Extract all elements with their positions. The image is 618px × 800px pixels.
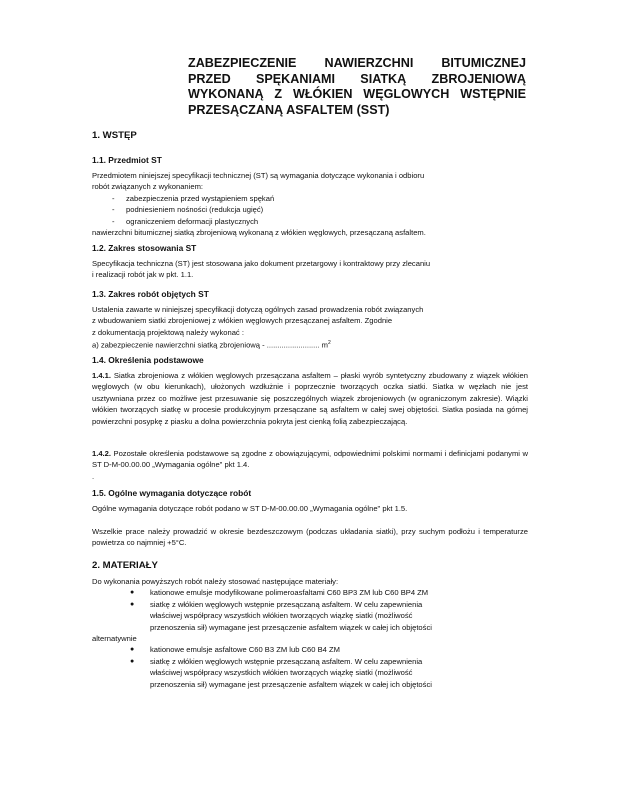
section-1-2-heading: 1.2. Zakres stosowania ST bbox=[92, 243, 197, 253]
paragraph-1-4-2-number: 1.4.2. bbox=[92, 449, 111, 458]
section-2-body bbox=[92, 576, 528, 690]
list-item: ● siatkę z włókien węglowych wstępnie przesączaną asfaltem. W celu zapewnienia właściwej współpracy wszystkich włókien tworzących wiązkę siatki (możliwość przenoszenia sił) wymagane jest przesączenie asfaltem wiązek w całej ich objętości bbox=[130, 656, 432, 689]
section-1-1-body bbox=[92, 170, 528, 238]
title-line-4: PRZESĄCZANĄ ASFALTEM (SST) bbox=[188, 102, 390, 117]
bullet-icon: ● bbox=[130, 657, 135, 665]
unit-superscript: 2 bbox=[327, 340, 331, 347]
section-1-1-intro-1: Przedmiotem niniejszej specyfikacji technicznej (ST) są wymagania dotyczące wykonania i odbioru bbox=[92, 171, 425, 180]
section-1-5-line-1: Ogólne wymagania dotyczące robót podano w ST D-M-00.00.00 „Wymagania ogólne" pkt 1.5. bbox=[92, 504, 408, 513]
title-line-1: ZABEZPIECZENIE NAWIERZCHNI BITUMICZNEJ bbox=[188, 56, 526, 70]
section-1-3-item-a: a) zabezpieczenie nawierzchni siatką zbrojeniową - ......................... m bbox=[92, 340, 328, 350]
title-line-3: WYKONANĄ Z WŁÓKIEN WĘGLOWYCH WSTĘPNIE bbox=[188, 87, 526, 101]
section-1-3-line-2: z wbudowaniem siatki zbrojeniowej z włókien węglowych przesączanej asfaltem. Zgodnie bbox=[92, 316, 393, 326]
bullet-icon: ● bbox=[130, 646, 135, 654]
stray-dot: . bbox=[92, 471, 95, 481]
section-1-3-line-4 bbox=[92, 338, 528, 351]
paragraph-1-4-1-text: Siatka zbrojeniowa z włókien węglowych przesączana asfaltem – płaski wyrób syntetyczny zbudowany z wiązek włókien węglowych (w obu kierunkach), ułożonych wzdłużnie i poprzecznie tworzących oczka siatki. Siatka w węzłach nie jest usztywniana przez co możliwe jest przesuwanie się poszczególnych wiązek zbrojeniowych (w ograniczonym zakresie). Wiązki włókien tworzących siatkę w procesie produkcyjnym przesączane są asfaltem w całej swej objętości. Siatka posiada na górnej powierzchni posypkę z piasku a dolna powierzchnia pokryta jest cienką folią zabezpieczającą. bbox=[92, 371, 528, 426]
bullet-icon: ● bbox=[130, 589, 135, 597]
document-title bbox=[188, 56, 526, 118]
section-1-3-line-3: z dokumentacją projektową należy wykonać : bbox=[92, 327, 244, 337]
section-2-heading: 2. MATERIAŁY bbox=[92, 560, 158, 571]
section-1-2-body bbox=[92, 258, 528, 281]
section-1-3-body bbox=[92, 304, 528, 351]
paragraph-1-4-1-number: 1.4.1. bbox=[92, 371, 111, 380]
section-1-5-paragraph-2: Wszelkie prace należy prowadzić w okresie bezdeszczowym (podczas układania siatki), przy suchym podłożu i temperaturze powietrza co najmniej +5°C. bbox=[92, 527, 528, 548]
section-1-heading: 1. WSTĘP bbox=[92, 130, 137, 141]
title-line-2: PRZED SPĘKANIAMI SIATKĄ ZBROJENIOWĄ bbox=[188, 71, 526, 86]
paragraph-1-4-1 bbox=[92, 370, 528, 427]
section-1-5-heading: 1.5. Ogólne wymagania dotyczące robót bbox=[92, 488, 252, 498]
list-item: ● siatkę z włókien węglowych wstępnie przesączaną asfaltem. W celu zapewnienia właściwej współpracy wszystkich włókien tworzących wiązkę siatki (możliwość przenoszenia sił) wymagane jest przesączenie asfaltem wiązek w całej ich objętości bbox=[130, 599, 432, 632]
section-1-4-heading: 1.4. Określenia podstawowe bbox=[92, 355, 204, 365]
list-item: - podniesieniem nośności (redukcja ugięć) bbox=[92, 204, 528, 215]
section-1-2-line-1: Specyfikacja techniczna (ST) jest stosowana jako dokument przetargowy i kontraktowy przy zlecaniu bbox=[92, 259, 431, 268]
list-item: - ograniczeniem deformacji plastycznych bbox=[92, 216, 528, 227]
section-1-1-heading: 1.1. Przedmiot ST bbox=[92, 155, 162, 165]
bullet-icon: ● bbox=[130, 600, 135, 608]
section-1-3-line-1: Ustalenia zawarte w niniejszej specyfikacji dotyczą ogólnych zasad prowadzenia robót związanych bbox=[92, 305, 424, 314]
list-item: ● kationowe emulsje modyfikowane polimeroasfaltami C60 BP3 ZM lub C60 BP4 ZM bbox=[130, 588, 429, 598]
section-1-1-outro: nawierzchni bitumicznej siatką zbrojeniową wykonaną z włókien węglowych, przesączaną asfaltem. bbox=[92, 228, 426, 238]
paragraph-1-4-2 bbox=[92, 448, 528, 482]
alternative-label: alternatywnie bbox=[92, 634, 137, 644]
list-item: ● kationowe emulsje asfaltowe C60 B3 ZM lub C60 B4 ZM bbox=[130, 645, 340, 655]
section-1-2-line-2: i realizacji robót jak w pkt. 1.1. bbox=[92, 270, 194, 280]
paragraph-1-4-2-text: Pozostałe określenia podstawowe są zgodne z obowiązującymi, odpowiednimi polskimi normami i definicjami podanymi w ST D-M-00.00.00 „Wymagania ogólne" pkt 1.4. bbox=[92, 449, 528, 470]
section-2-intro: Do wykonania powyższych robót należy stosować następujące materiały: bbox=[92, 577, 339, 586]
list-item: - zabezpieczenia przed wystąpieniem spękań bbox=[92, 193, 528, 204]
section-1-1-intro-2: robót związanych z wykonaniem: bbox=[92, 182, 204, 192]
section-1-3-heading: 1.3. Zakres robót objętych ST bbox=[92, 289, 209, 299]
